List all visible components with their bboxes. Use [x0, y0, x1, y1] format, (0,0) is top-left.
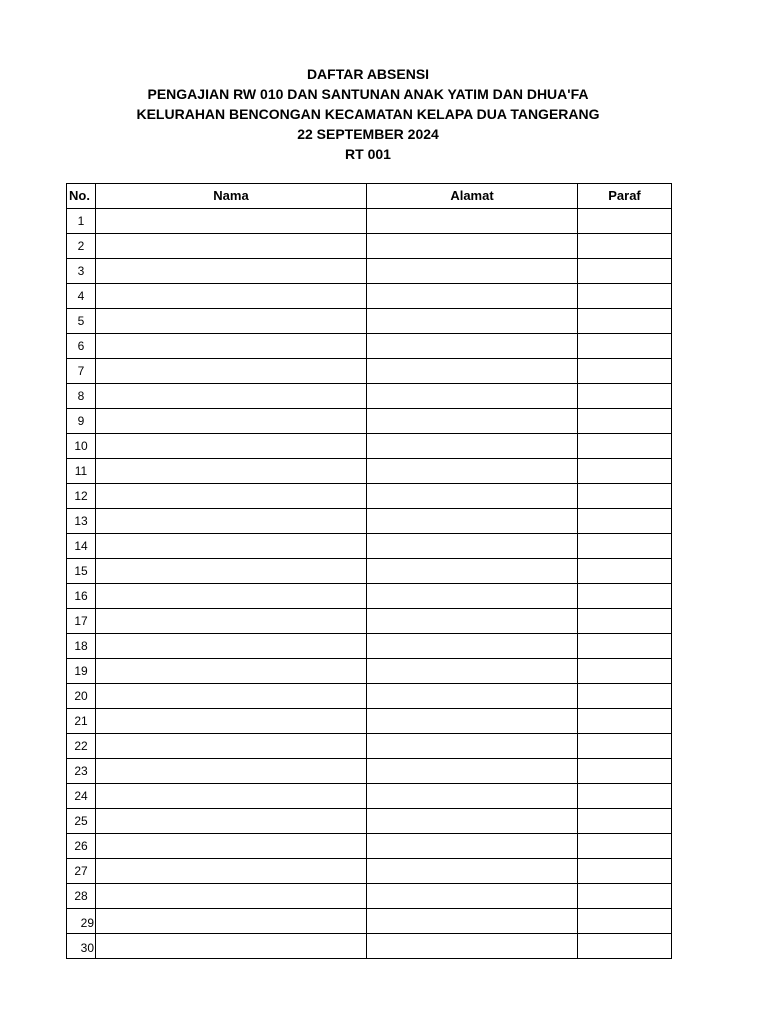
signature-cell[interactable]: [578, 309, 672, 334]
name-cell[interactable]: [96, 209, 367, 234]
column-header-no: No.: [67, 184, 96, 209]
name-cell[interactable]: [96, 459, 367, 484]
rt-label: RT 001: [345, 146, 391, 162]
name-cell[interactable]: [96, 759, 367, 784]
row-number: 21: [67, 709, 96, 734]
address-cell[interactable]: [367, 409, 578, 434]
name-cell[interactable]: [96, 734, 367, 759]
table-row: [67, 734, 672, 759]
row-number: 23: [67, 759, 96, 784]
signature-cell[interactable]: [578, 409, 672, 434]
name-cell[interactable]: [96, 659, 367, 684]
address-cell[interactable]: [367, 209, 578, 234]
document-title: DAFTAR ABSENSI: [306, 66, 430, 82]
row-number: 1: [67, 209, 96, 234]
address-cell[interactable]: [367, 609, 578, 634]
address-cell[interactable]: [367, 734, 578, 759]
row-number: 18: [67, 634, 96, 659]
address-cell[interactable]: [367, 809, 578, 834]
column-header-alamat: Alamat: [367, 184, 578, 209]
signature-cell[interactable]: [578, 259, 672, 284]
name-cell[interactable]: [96, 834, 367, 859]
row-number: 2: [67, 234, 96, 259]
table-row: [67, 234, 672, 259]
address-cell[interactable]: [367, 434, 578, 459]
address-cell[interactable]: [367, 634, 578, 659]
table-row: [67, 409, 672, 434]
address-cell[interactable]: [367, 709, 578, 734]
table-row: [67, 534, 672, 559]
signature-cell[interactable]: [578, 484, 672, 509]
name-cell[interactable]: [96, 359, 367, 384]
event-date: 22 SEPTEMBER 2024: [297, 126, 439, 142]
column-header-paraf: Paraf: [578, 184, 672, 209]
row-number: 14: [67, 534, 96, 559]
table-row: [67, 434, 672, 459]
table-body: [67, 209, 672, 959]
table-row: [67, 909, 672, 934]
address-cell[interactable]: [367, 234, 578, 259]
name-cell[interactable]: [96, 884, 367, 909]
row-number: 29: [67, 909, 96, 934]
name-cell[interactable]: [96, 409, 367, 434]
name-cell[interactable]: [96, 309, 367, 334]
address-cell[interactable]: [367, 659, 578, 684]
row-number: 30: [67, 934, 96, 959]
table-row: [67, 709, 672, 734]
name-cell[interactable]: [96, 384, 367, 409]
table-row: [67, 659, 672, 684]
address-cell[interactable]: [367, 459, 578, 484]
address-cell[interactable]: [367, 509, 578, 534]
table-row: [67, 209, 672, 234]
signature-cell[interactable]: [578, 784, 672, 809]
event-name: PENGAJIAN RW 010 DAN SANTUNAN ANAK YATIM DAN DHUA'FA: [147, 86, 589, 102]
address-cell[interactable]: [367, 909, 578, 934]
signature-cell[interactable]: [578, 859, 672, 884]
table-row: [67, 884, 672, 909]
signature-cell[interactable]: [578, 709, 672, 734]
row-number: 26: [67, 834, 96, 859]
signature-cell[interactable]: [578, 834, 672, 859]
signature-cell[interactable]: [578, 659, 672, 684]
signature-cell[interactable]: [578, 209, 672, 234]
row-number: 4: [67, 284, 96, 309]
column-header-nama: Nama: [96, 184, 367, 209]
name-cell[interactable]: [96, 434, 367, 459]
address-cell[interactable]: [367, 334, 578, 359]
signature-cell[interactable]: [578, 509, 672, 534]
signature-cell[interactable]: [578, 234, 672, 259]
signature-cell[interactable]: [578, 684, 672, 709]
table-row: [67, 559, 672, 584]
signature-cell[interactable]: [578, 609, 672, 634]
name-cell[interactable]: [96, 684, 367, 709]
row-number: 16: [67, 584, 96, 609]
table-row: [67, 809, 672, 834]
row-number: 24: [67, 784, 96, 809]
signature-cell[interactable]: [578, 334, 672, 359]
table-row: [67, 259, 672, 284]
address-cell[interactable]: [367, 284, 578, 309]
row-number: 12: [67, 484, 96, 509]
signature-cell[interactable]: [578, 384, 672, 409]
signature-cell[interactable]: [578, 559, 672, 584]
address-cell[interactable]: [367, 359, 578, 384]
signature-cell[interactable]: [578, 734, 672, 759]
row-number: 28: [67, 884, 96, 909]
table-row: [67, 459, 672, 484]
table-row: [67, 334, 672, 359]
address-cell[interactable]: [367, 684, 578, 709]
name-cell[interactable]: [96, 859, 367, 884]
signature-cell[interactable]: [578, 359, 672, 384]
document-header: [0, 64, 736, 164]
table-header-row: [67, 184, 672, 209]
name-cell[interactable]: [96, 234, 367, 259]
row-number: 7: [67, 359, 96, 384]
row-number: 22: [67, 734, 96, 759]
row-number: 27: [67, 859, 96, 884]
row-number: 6: [67, 334, 96, 359]
location-line: KELURAHAN BENCONGAN KECAMATAN KELAPA DUA TANGERANG: [136, 106, 600, 122]
table-row: [67, 359, 672, 384]
name-cell[interactable]: [96, 909, 367, 934]
name-cell[interactable]: [96, 509, 367, 534]
signature-cell[interactable]: [578, 284, 672, 309]
table-row: [67, 284, 672, 309]
name-cell[interactable]: [96, 709, 367, 734]
table-row: [67, 484, 672, 509]
name-cell[interactable]: [96, 809, 367, 834]
table-row: [67, 784, 672, 809]
table-row: [67, 384, 672, 409]
row-number: 5: [67, 309, 96, 334]
row-number: 13: [67, 509, 96, 534]
name-cell[interactable]: [96, 609, 367, 634]
table-row: [67, 859, 672, 884]
signature-cell[interactable]: [578, 634, 672, 659]
signature-cell[interactable]: [578, 934, 672, 959]
address-cell[interactable]: [367, 884, 578, 909]
signature-cell[interactable]: [578, 809, 672, 834]
table-row: [67, 834, 672, 859]
address-cell[interactable]: [367, 534, 578, 559]
table-row: [67, 509, 672, 534]
address-cell[interactable]: [367, 784, 578, 809]
row-number: 3: [67, 259, 96, 284]
address-cell[interactable]: [367, 859, 578, 884]
name-cell[interactable]: [96, 934, 367, 959]
signature-cell[interactable]: [578, 534, 672, 559]
name-cell[interactable]: [96, 484, 367, 509]
table-row: [67, 609, 672, 634]
signature-cell[interactable]: [578, 434, 672, 459]
table-row: [67, 684, 672, 709]
table-row: [67, 584, 672, 609]
signature-cell[interactable]: [578, 459, 672, 484]
address-cell[interactable]: [367, 934, 578, 959]
row-number: 11: [67, 459, 96, 484]
table-row: [67, 634, 672, 659]
address-cell[interactable]: [367, 484, 578, 509]
row-number: 10: [67, 434, 96, 459]
attendance-table: [66, 183, 672, 959]
address-cell[interactable]: [367, 759, 578, 784]
address-cell[interactable]: [367, 584, 578, 609]
row-number: 15: [67, 559, 96, 584]
name-cell[interactable]: [96, 784, 367, 809]
signature-cell[interactable]: [578, 909, 672, 934]
row-number: 19: [67, 659, 96, 684]
name-cell[interactable]: [96, 634, 367, 659]
signature-cell[interactable]: [578, 884, 672, 909]
signature-cell[interactable]: [578, 584, 672, 609]
address-cell[interactable]: [367, 259, 578, 284]
row-number: 20: [67, 684, 96, 709]
name-cell[interactable]: [96, 584, 367, 609]
name-cell[interactable]: [96, 284, 367, 309]
row-number: 9: [67, 409, 96, 434]
row-number: 25: [67, 809, 96, 834]
table-row: [67, 934, 672, 959]
address-cell[interactable]: [367, 834, 578, 859]
row-number: 17: [67, 609, 96, 634]
name-cell[interactable]: [96, 334, 367, 359]
name-cell[interactable]: [96, 534, 367, 559]
row-number: 8: [67, 384, 96, 409]
address-cell[interactable]: [367, 384, 578, 409]
name-cell[interactable]: [96, 559, 367, 584]
name-cell[interactable]: [96, 259, 367, 284]
address-cell[interactable]: [367, 309, 578, 334]
signature-cell[interactable]: [578, 759, 672, 784]
address-cell[interactable]: [367, 559, 578, 584]
table-row: [67, 759, 672, 784]
table-row: [67, 309, 672, 334]
